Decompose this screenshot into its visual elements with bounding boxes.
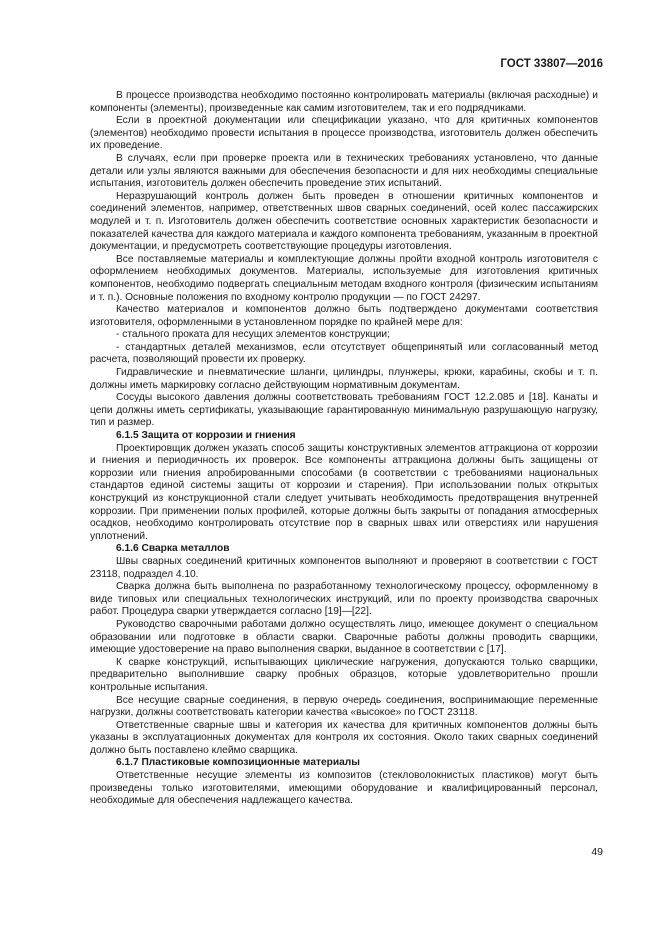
document-body — [90, 90, 598, 808]
paragraph: Ответственные несущие элементы из композитов (стекловолокнистых пластиков) могут быть произведены только изготовителями, имеющими оборудование и квалифицированный персонал, необходимые для обеспечения надлежащего качества. — [90, 770, 598, 807]
paragraph: Ответственные сварные швы и категория их качества для критичных компонентов должны быть указаны в эксплуатационных документах для контроля их состояния. Около таких сварных соединений должно быть поставлено клеймо сварщика. — [90, 719, 598, 756]
list-item: - стандартных деталей механизмов, если отсутствует общепринятый или согласованный метод расчета, позволяющий провести их проверку. — [90, 341, 598, 366]
paragraph: Все поставляемые материалы и комплектующие должны пройти входной контроль изготовителя с оформлением необходимых документов. Материалы, используемые для изготовления критичных компонентов, необходимо подвергать специальным методам входного контроля (физическим испытаниям и т. п.). Основные положения по входному контролю продукции — по ГОСТ 24297. — [90, 253, 598, 303]
paragraph: В случаях, если при проверке проекта или в технических требованиях установлено, что данные детали или узлы являются важными для обеспечения безопасности и для них необходимы специальные испытания, изготовитель должен обеспечить проведение этих испытаний. — [90, 152, 598, 190]
paragraph: Неразрушающий контроль должен быть проведен в отношении критичных компонентов и соединений элементов, например, ответственных швов сварных соединений, осей колес пассажирских модулей и т. п. Изготовитель должен обеспечить соответствие основных характеристик безопасности и показателей качества для каждого материала и каждого компонента требованиям, указанным в проектной документации, и предусмотреть соответствующие процедуры изготовления. — [90, 190, 598, 253]
paragraph: В процессе производства необходимо постоянно контролировать материалы (включая расходные) и компоненты (элементы), произведенные как самим изготовителем, так и его подрядчиками. — [90, 90, 598, 114]
paragraph: Руководство сварочными работами должно осуществлять лицо, имеющее документ о специальном образовании или подготовке в области сварки. Сварочные работы должны проводить сварщики, имеющие удостоверение на право выполнения сварки, выданное в соответствии с [17]. — [90, 618, 598, 656]
document-id-header: ГОСТ 33807—2016 — [500, 58, 603, 70]
paragraph: Сварка должна быть выполнена по разработанному технологическому процессу, оформленному в виде типовых или специальных технологических инструкций, или по проекту производства сварочных работ. Процедура сварки утверждается согласно [19]—[22]. — [90, 581, 598, 618]
section-heading: 6.1.7 Пластиковые композиционные материалы — [116, 757, 360, 769]
paragraph: Гидравлические и пневматические шланги, цилиндры, плунжеры, крюки, карабины, скобы и т. п. должны иметь маркировку согласно действующим нормативным документам. — [90, 367, 598, 391]
paragraph: К сварке конструкций, испытывающих циклические нагружения, допускаются только сварщики, предварительно выполнившие сварку пробных образцов, которые удовлетворительно прошли контрольные испытания. — [90, 656, 598, 693]
paragraph: Швы сварных соединений критичных компонентов выполняют и проверяют в соответствии с ГОСТ 23118, подраздел 4.10. — [90, 555, 598, 580]
section-heading: 6.1.6 Сварка металлов — [116, 543, 230, 555]
page-number: 49 — [591, 846, 603, 858]
section-heading: 6.1.5 Защита от коррозии и гниения — [116, 430, 296, 442]
paragraph: Все несущие сварные соединения, в первую очередь соединения, воспринимающие переменные нагрузки, должны соответствовать категории качества «высокое» по ГОСТ 23118. — [90, 694, 598, 719]
paragraph: Сосуды высокого давления должны соответствовать требованиям ГОСТ 12.2.085 и [18]. Канаты и цепи должны иметь сертификаты, указывающие гарантированную минимальную разрушающую нагрузку, тип и размер. — [90, 392, 598, 429]
list-item: - стального проката для несущих элементов конструкции; — [116, 329, 390, 341]
paragraph: Если в проектной документации или спецификации указано, что для критичных компонентов (элементов) необходимо провести испытания в процессе производства, изготовитель должен обеспечить их проведение. — [90, 115, 598, 152]
paragraph: Проектировщик должен указать способ защиты конструктивных элементов аттракциона от коррозии и гниения и периодичность их проверок. Все компоненты аттракциона должны быть защищены от коррозии или гниения апробированными способами (в соответствии с требованиями национальных стандартов единой системы защиты от коррозии и старения). При использовании полых открытых конструкций из конструкционной стали следует учитывать необходимость предотвращения внутренней коррозии. При применении полых профилей, которые должны быть закрыты от попадания атмосферных осадков, необходимо контролировать отсутствие пор в сварных швах или отверстиях или нарушения уплотнений. — [90, 442, 598, 542]
paragraph: Качество материалов и компонентов должно быть подтверждено документами соответствия изготовителя, оформленными в установленном порядке по крайней мере для: — [90, 304, 598, 328]
